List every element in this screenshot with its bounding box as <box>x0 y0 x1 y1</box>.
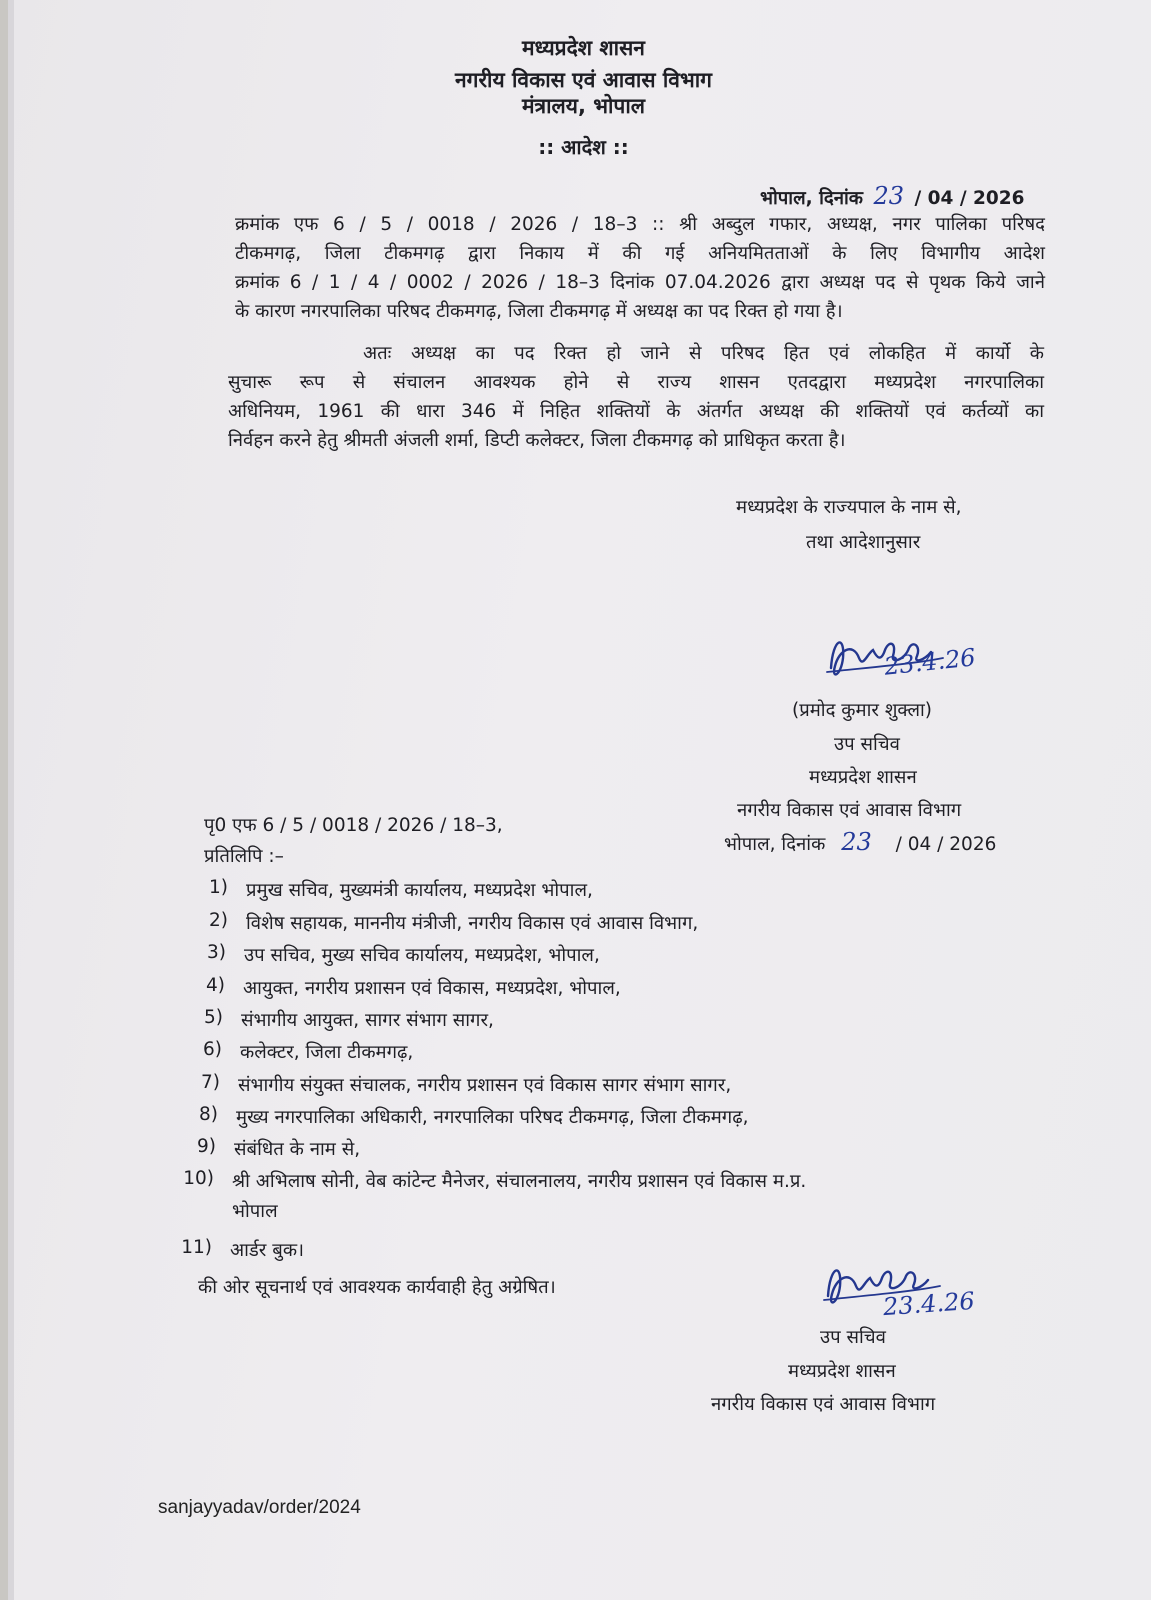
list-item-text: मुख्य नगरपालिका अधिकारी, नगरपालिका परिषद टीकमगढ़, जिला टीकमगढ़, <box>236 1107 749 1128</box>
footer-code: sanjayyadav/order/2024 <box>158 1497 361 1518</box>
list-item-text-continued: भोपाल <box>232 1201 278 1222</box>
header-department: नगरीय विकास एवं आवास विभाग <box>454 68 712 92</box>
list-item-number: 5) <box>204 1007 223 1028</box>
signature-2-date: 23.4.26 <box>882 1286 976 1322</box>
list-item-number: 9) <box>197 1136 216 1157</box>
paragraph-line: अधिनियम, 1961 की धारा 346 में निहित शक्तियों के अंतर्गत अध्यक्ष की शक्तियों एवं कर्तव्यों का <box>228 401 1044 422</box>
signatory-govt: मध्यप्रदेश शासन <box>809 767 917 788</box>
signature-1-date-suffix: / 04 / 2026 <box>895 834 997 855</box>
order-paragraph-2 <box>228 339 1044 455</box>
signatory-name: (प्रमोद कुमार शुक्ला) <box>792 700 933 721</box>
list-item-text: कलेक्टर, जिला टीकमगढ़, <box>240 1042 414 1063</box>
list-item-number: 8) <box>199 1104 218 1125</box>
paragraph-line: के कारण नगरपालिका परिषद टीकमगढ़, जिला टीकमगढ़ में अध्यक्ष का पद रिक्त हो गया है। <box>235 301 843 322</box>
list-item-number: 4) <box>206 975 225 996</box>
order-paragraph-1 <box>235 210 1045 326</box>
list-item-text: संभागीय आयुक्त, सागर संभाग सागर, <box>241 1010 494 1031</box>
order-title: :: आदेश :: <box>538 135 629 159</box>
paragraph-line: निर्वहन करने हेतु श्रीमती अंजली शर्मा, डिप्टी कलेक्टर, जिला टीकमगढ़ को प्राधिकृत करता है। <box>228 430 846 451</box>
forward-note: की ओर सूचनार्थ एवं आवश्यक कार्यवाही हेतु अग्रेषित। <box>198 1277 556 1298</box>
copy-ref-number: पृ0 एफ 6 / 5 / 0018 / 2026 / 18–3, <box>204 815 503 836</box>
date-suffix: / 04 / 2026 <box>914 188 1025 209</box>
list-item-text: आयुक्त, नगरीय प्रशासन एवं विकास, मध्यप्रदेश, भोपाल, <box>243 978 621 999</box>
date-prefix: भोपाल, दिनांक <box>760 188 863 209</box>
paragraph-line: क्रमांक 6 / 1 / 4 / 0002 / 2026 / 18–3 दिनांक 07.04.2026 द्वारा अध्यक्ष पद से पृथक किये जाने <box>235 272 1045 293</box>
paragraph-line: क्रमांक एफ 6 / 5 / 0018 / 2026 / 18–3 :: श्री अब्दुल गफार, अध्यक्ष, नगर पालिका परिषद <box>235 214 1045 235</box>
header-govt: मध्यप्रदेश शासन <box>522 36 645 60</box>
date-day-handwritten: 23 <box>873 182 904 210</box>
authority-line-1: मध्यप्रदेश के राज्यपाल के नाम से, <box>736 497 962 518</box>
signature-1-date-day: 23 <box>841 828 872 856</box>
signature-1-date: 23.4.26 <box>882 643 977 681</box>
authority-line-2: तथा आदेशानुसार <box>806 532 921 553</box>
list-item-text: संबंधित के नाम से, <box>234 1139 361 1160</box>
header-office: मंत्रालय, भोपाल <box>521 94 646 118</box>
paragraph-line: अतः अध्यक्ष का पद रिक्त हो जाने से परिषद हित एवं लोकहित में कार्यो के <box>363 343 1044 364</box>
copy-label: प्रतिलिपि :– <box>204 846 284 867</box>
signatory-department: नगरीय विकास एवं आवास विभाग <box>737 800 962 821</box>
date-line <box>760 182 1025 210</box>
paragraph-line: सुचारू रूप से संचालन आवश्यक होने से राज्य शासन एतदद्वारा मध्यप्रदेश नगरपालिका <box>228 372 1044 393</box>
signatory-designation: उप सचिव <box>834 734 900 755</box>
list-item-number: 2) <box>209 910 228 931</box>
paragraph-line: टीकमगढ़, जिला टीकमगढ़ द्वारा निकाय में की गई अनियमितताओं के लिए विभागीय आदेश <box>235 243 1045 264</box>
list-item-text: आर्डर बुक। <box>230 1240 305 1261</box>
list-item-number: 1) <box>209 877 228 898</box>
list-item-text: श्री अभिलाष सोनी, वेब कांटेन्ट मैनेजर, संचालनालय, नगरीय प्रशासन एवं विकास म.प्र. <box>232 1171 807 1192</box>
signature-1-date-line <box>724 828 996 856</box>
list-item-number: 6) <box>203 1039 222 1060</box>
signature-2-designation: उप सचिव <box>820 1327 886 1348</box>
list-item-text: संभागीय संयुक्त संचालक, नगरीय प्रशासन एवं विकास सागर संभाग सागर, <box>238 1075 732 1096</box>
document-page <box>8 0 1151 1600</box>
list-item-text: विशेष सहायक, माननीय मंत्रीजी, नगरीय विकास एवं आवास विभाग, <box>246 913 699 934</box>
list-item-number: 3) <box>207 942 226 963</box>
signature-2-govt: मध्यप्रदेश शासन <box>788 1361 896 1382</box>
list-item-text: प्रमुख सचिव, मुख्यमंत्री कार्यालय, मध्यप्रदेश भोपाल, <box>246 880 593 901</box>
list-item-number: 11) <box>181 1237 212 1258</box>
signature-1-date-prefix: भोपाल, दिनांक <box>724 834 826 855</box>
signature-2-department: नगरीय विकास एवं आवास विभाग <box>711 1394 936 1415</box>
list-item-number: 7) <box>201 1072 220 1093</box>
list-item-number: 10) <box>183 1168 214 1189</box>
list-item-text: उप सचिव, मुख्य सचिव कार्यालय, मध्यप्रदेश, भोपाल, <box>244 945 600 966</box>
